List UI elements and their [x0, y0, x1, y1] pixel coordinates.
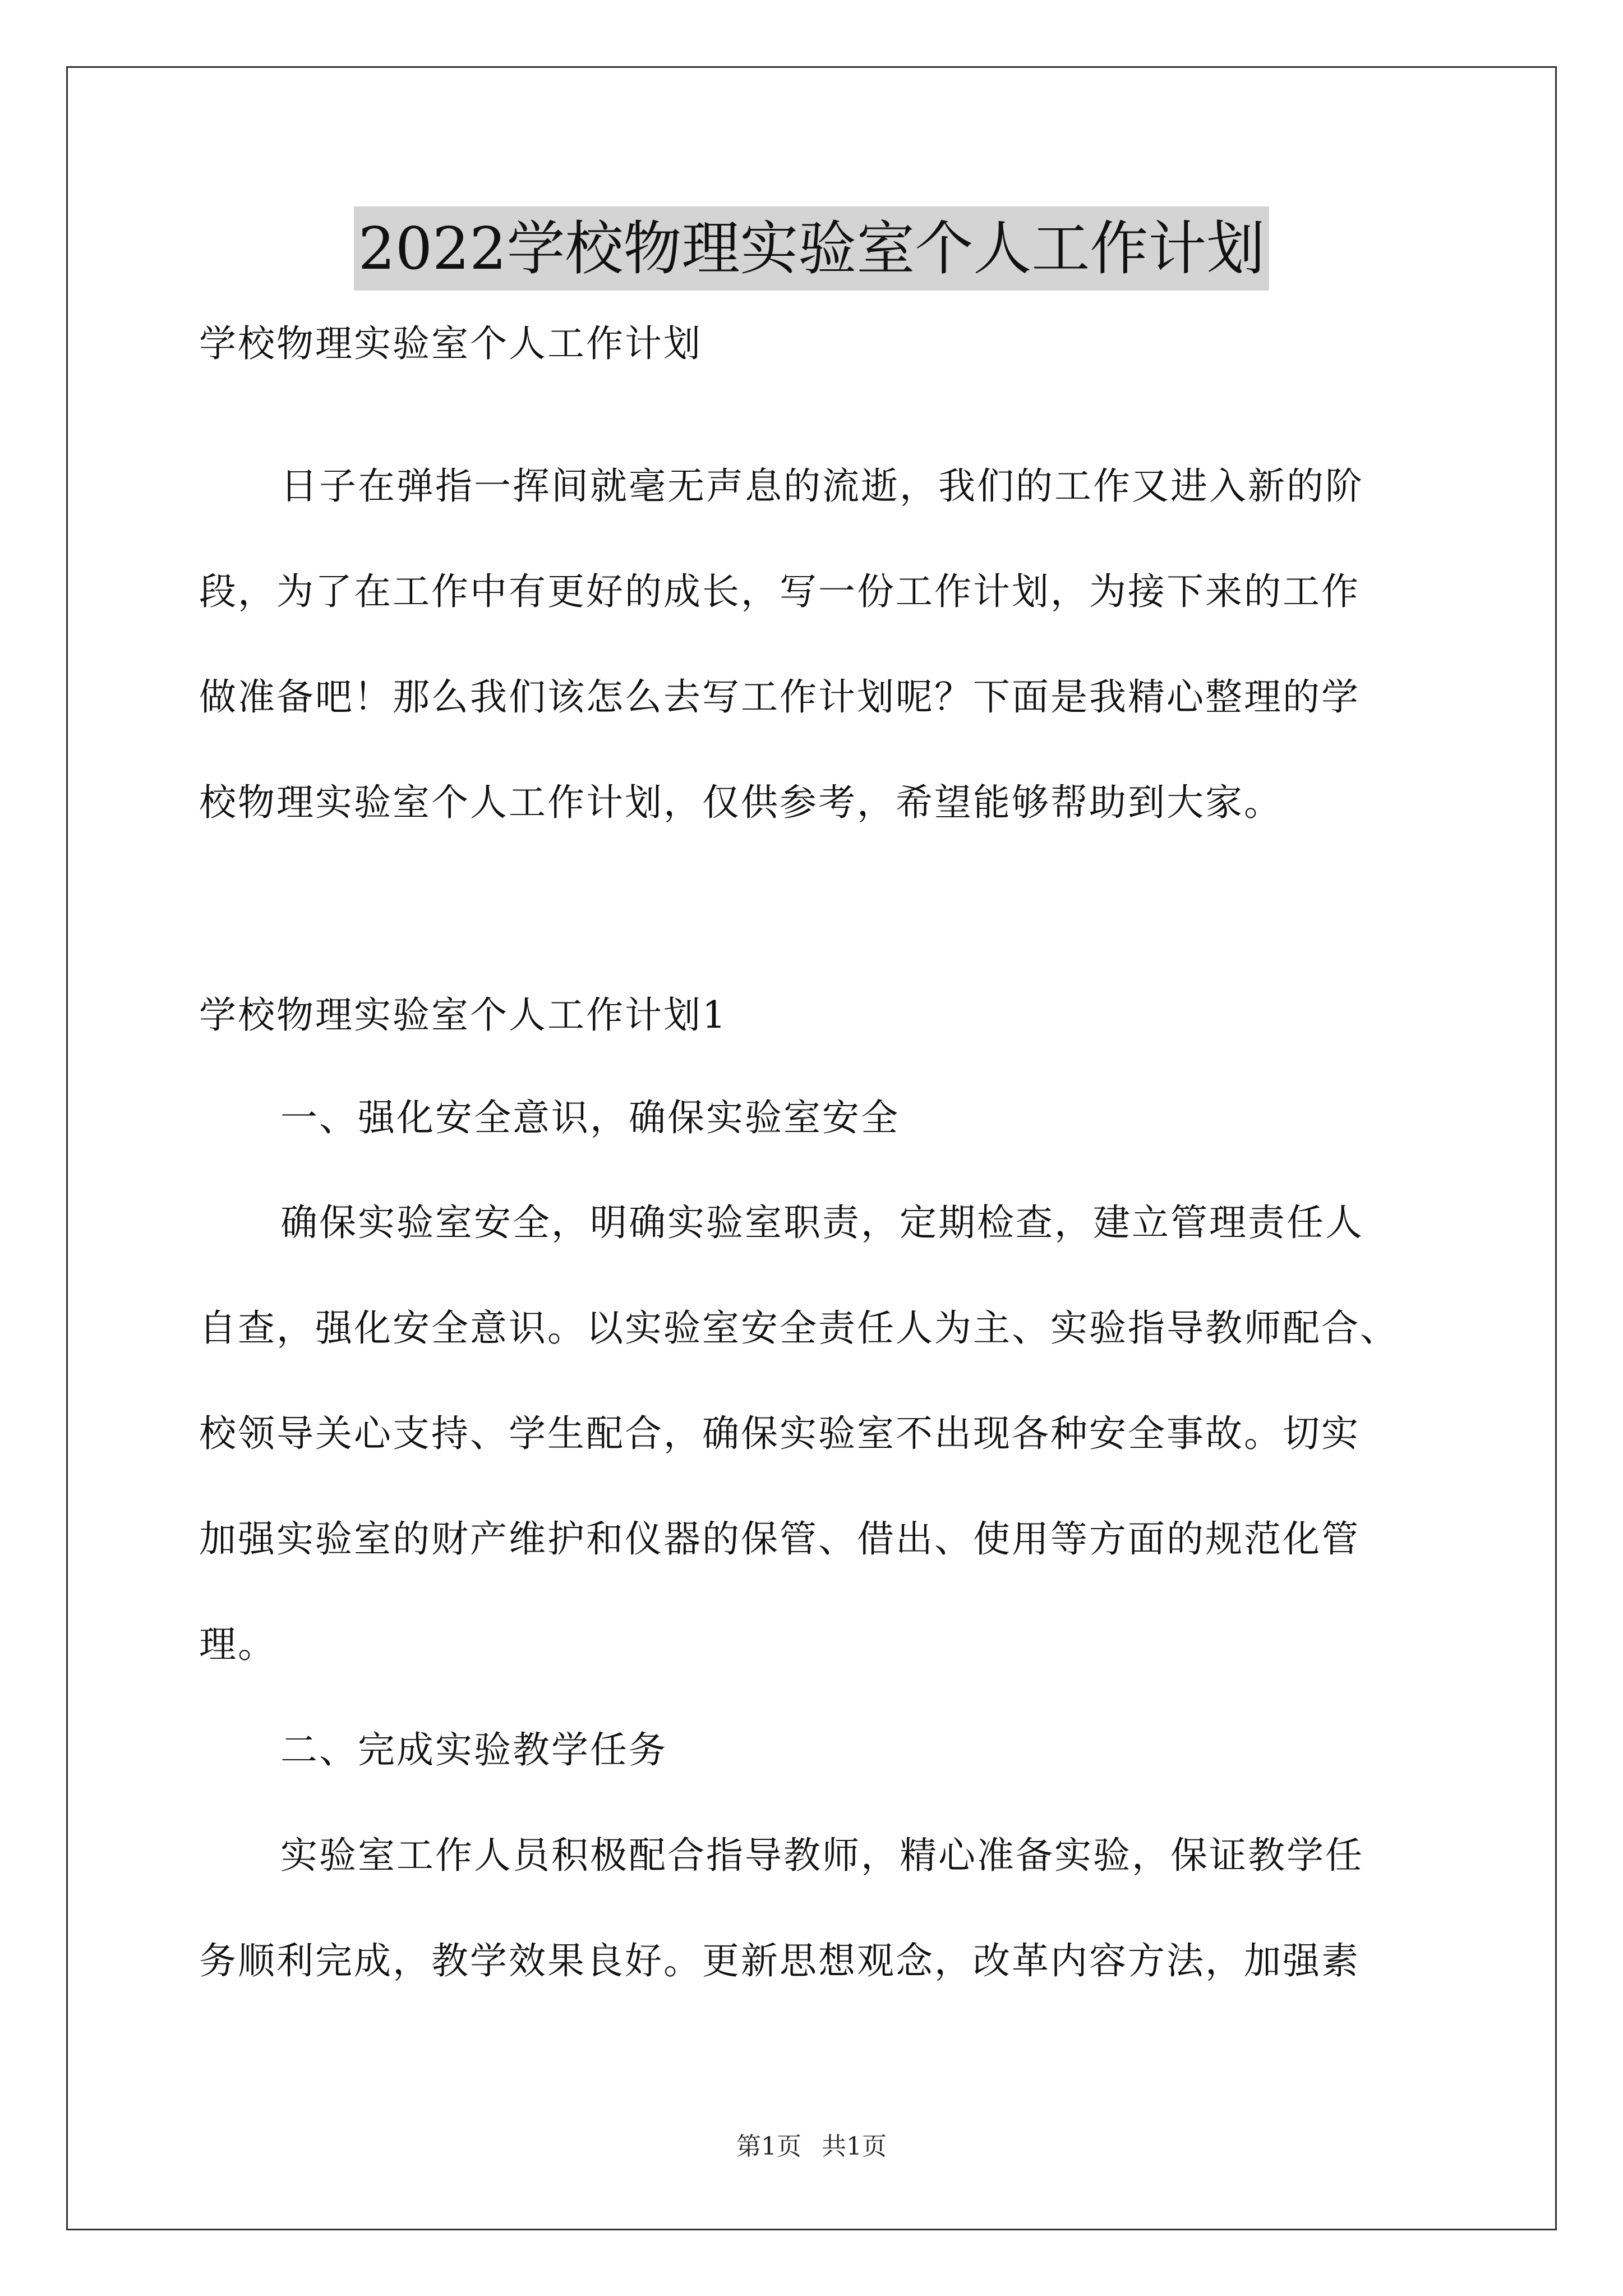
section2-heading: 二、完成实验教学任务: [280, 1728, 667, 1772]
page-footer: [0, 2126, 1623, 2162]
title-wrapper: [0, 206, 1623, 291]
intro-line-4: 校物理实验室个人工作计划，仅供参考，希望能够帮助到大家。: [199, 781, 1283, 824]
section1-line-5: 理。: [199, 1623, 276, 1666]
section1-line-4: 加强实验室的财产维护和仪器的保管、借出、使用等方面的规范化管: [199, 1517, 1360, 1561]
page-border: [66, 66, 1557, 2230]
section1-line-2: 自查，强化安全意识。以实验室安全责任人为主、实验指导教师配合、: [199, 1306, 1399, 1350]
page-number: 第1页: [736, 2132, 801, 2161]
intro-line-1: 日子在弹指一挥间就毫无声息的流逝，我们的工作又进入新的阶: [280, 464, 1364, 508]
page-total: 共1页: [822, 2132, 887, 2161]
section2-line-2: 务顺利完成，教学效果良好。更新思想观念，改革内容方法，加强素: [199, 1939, 1360, 1982]
plan-heading: 学校物理实验室个人工作计划1: [199, 993, 727, 1037]
intro-line-2: 段，为了在工作中有更好的成长，写一份工作计划，为接下来的工作: [199, 570, 1360, 613]
section1-line-3: 校领导关心支持、学生配合，确保实验室不出现各种安全事故。切实: [199, 1412, 1360, 1455]
section2-line-1: 实验室工作人员积极配合指导教师，精心准备实验，保证教学任: [280, 1834, 1364, 1877]
document-subtitle: 学校物理实验室个人工作计划: [199, 322, 702, 365]
section1-heading: 一、强化安全意识，确保实验室安全: [280, 1096, 900, 1139]
document-title: 2022学校物理实验室个人工作计划: [354, 206, 1270, 291]
section1-line-1: 确保实验室安全，明确实验室职责，定期检查，建立管理责任人: [280, 1201, 1364, 1244]
intro-line-3: 做准备吧！那么我们该怎么去写工作计划呢？下面是我精心整理的学: [199, 675, 1360, 719]
